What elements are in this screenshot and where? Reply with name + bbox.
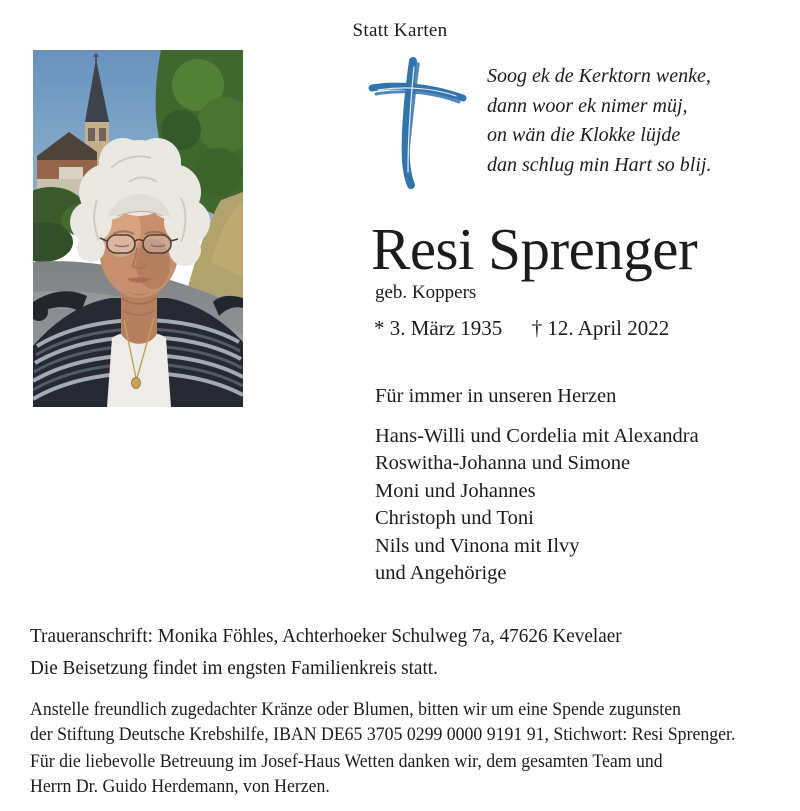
poem-line: Soog ek de Kerktorn wenke, — [487, 65, 711, 87]
mourner-name: Hans-Willi und Cordelia mit Alexandra — [375, 425, 699, 447]
donation-request — [30, 698, 735, 749]
tribute-line: Für immer in unseren Herzen — [375, 385, 617, 407]
mourners-list — [375, 423, 699, 587]
mourner-name: Roswitha-Johanna und Simone — [375, 452, 631, 475]
deceased-name: Resi Sprenger — [371, 216, 698, 282]
mourner-name: Moni und Johannes — [375, 479, 536, 502]
portrait-photo — [33, 50, 243, 407]
death-date: † 12. April 2022 — [531, 316, 670, 340]
statt-karten-label: Statt Karten — [352, 20, 448, 41]
memorial-cross-icon — [366, 57, 467, 189]
mourner-name: Nils und Vinona mit Ilvy — [375, 534, 580, 557]
maiden-name: geb. Koppers — [375, 282, 477, 303]
poem-line: dann woor ek nimer müj, — [487, 94, 688, 117]
condolence-address-line: Traueranschrift: Monika Föhles, Achterhoeker Schulweg 7a, 47626 Kevelaer — [30, 625, 622, 647]
thanks-line: Herrn Dr. Guido Herdemann, von Herzen. — [30, 777, 330, 798]
poem-line: dan schlug min Hart so blij. — [487, 153, 712, 176]
donation-line: der Stiftung Deutsche Krebshilfe, IBAN DE65 3705 0299 0000 9191 91, Stichwort: Resi Sprenger. — [30, 725, 736, 746]
birth-date: * 3. März 1935 — [374, 316, 503, 340]
mourner-name: Christoph und Toni — [375, 507, 534, 530]
life-dates — [374, 316, 669, 341]
dialect-poem — [487, 62, 711, 180]
thanks-line: Für die liebevolle Betreuung im Josef-Haus Wetten danken wir, dem gesamten Team und — [30, 752, 663, 772]
burial-notice-line: Die Beisetzung findet im engsten Familienkreis statt. — [30, 657, 438, 679]
mourner-name: und Angehörige — [375, 562, 507, 585]
donation-line: Anstelle freundlich zugedachter Kränze oder Blumen, bitten wir um eine Spende zugunsten — [30, 700, 681, 720]
thanks-note — [30, 750, 663, 801]
poem-line: on wän die Klokke lüjde — [487, 124, 681, 147]
